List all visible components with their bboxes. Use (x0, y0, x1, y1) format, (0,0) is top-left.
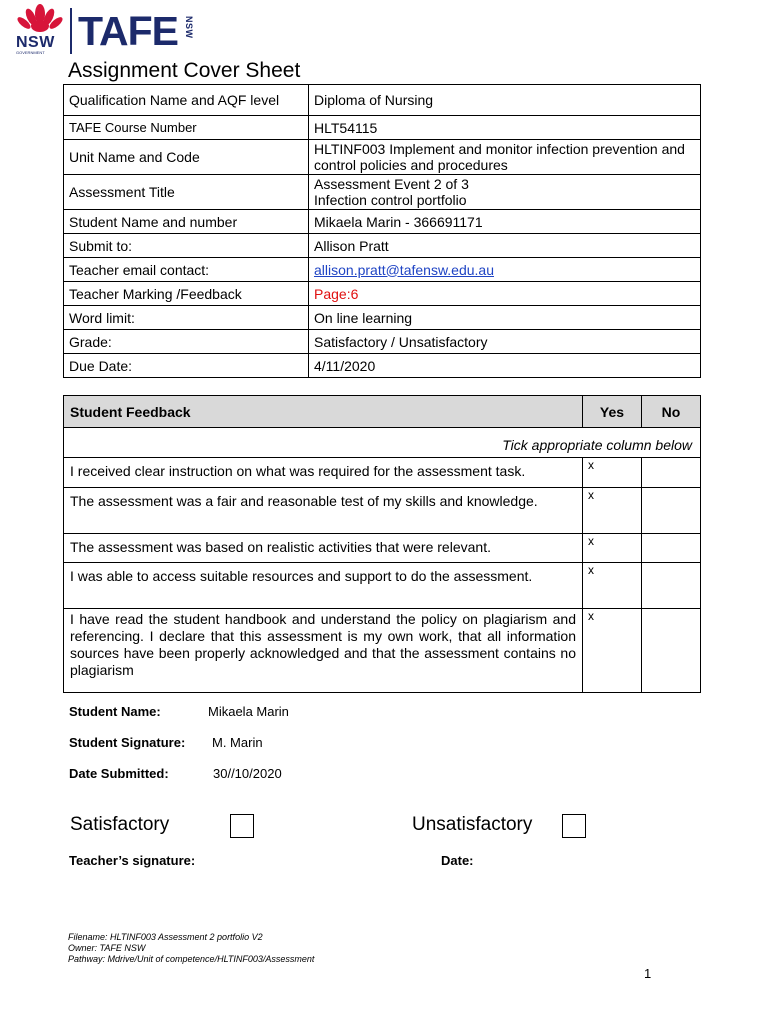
feedback-question: I was able to access suitable resources and support to do the assessment. (64, 563, 583, 609)
assessment-title-line-2: Infection control portfolio (314, 192, 467, 208)
yes-checkbox[interactable]: x (583, 458, 642, 488)
student-name-number-label: Student Name and number (64, 210, 309, 234)
unit-name-value: HLTINF003 Implement and monitor infection prevention and control policies and procedures (309, 140, 701, 175)
satisfactory-label: Satisfactory (70, 814, 170, 835)
feedback-question: The assessment was based on realistic activities that were relevant. (64, 534, 583, 563)
yes-column-header: Yes (583, 396, 642, 428)
assessment-title-value (309, 175, 701, 210)
teacher-marking-label: Teacher Marking /Feedback (64, 282, 309, 306)
word-limit-label: Word limit: (64, 306, 309, 330)
table-row (64, 140, 701, 175)
table-row (64, 488, 701, 534)
yes-checkbox[interactable]: x (583, 534, 642, 563)
assignment-info-table (63, 84, 701, 378)
tafe-nsw-vertical-text: NSW (184, 16, 194, 39)
grade-value: Satisfactory / Unsatisfactory (309, 330, 701, 354)
date-submitted-label: Date Submitted: (69, 766, 169, 781)
nsw-logo-text: NSW (16, 34, 55, 51)
table-row (64, 609, 701, 693)
yes-checkbox[interactable]: x (583, 609, 642, 693)
logo-divider (70, 8, 72, 54)
unsatisfactory-checkbox[interactable] (562, 814, 586, 838)
page-title: Assignment Cover Sheet (68, 59, 301, 82)
no-checkbox[interactable] (642, 534, 701, 563)
date-label: Date: (441, 853, 474, 868)
feedback-question: I received clear instruction on what was required for the assessment task. (64, 458, 583, 488)
teacher-signature-label: Teacher’s signature: (69, 853, 196, 868)
table-row (64, 282, 701, 306)
government-text: GOVERNMENT (16, 50, 45, 55)
table-row (64, 210, 701, 234)
table-row (64, 330, 701, 354)
date-submitted-value: 30//10/2020 (213, 766, 282, 781)
plagiarism-declaration: I have read the student handbook and understand the policy on plagiarism and referencing. I declare that this assessment is my own work, that all information sources have been properly acknowledged and that the assessment contains no plagiarism (64, 609, 583, 693)
table-row (64, 458, 701, 488)
assessment-title-label: Assessment Title (64, 175, 309, 210)
table-row (64, 175, 701, 210)
table-row (64, 563, 701, 609)
assessment-title-line-1: Assessment Event 2 of 3 (314, 176, 469, 192)
table-row (64, 234, 701, 258)
submit-to-label: Submit to: (64, 234, 309, 258)
qualification-label: Qualification Name and AQF level (64, 85, 309, 116)
footer-pathway: Pathway: Mdrive/Unit of competence/HLTINF003/Assessment (68, 954, 315, 964)
grade-label: Grade: (64, 330, 309, 354)
unit-name-label: Unit Name and Code (64, 140, 309, 175)
no-checkbox[interactable] (642, 563, 701, 609)
tafe-logo: TAFE (78, 8, 179, 54)
teacher-email-label: Teacher email contact: (64, 258, 309, 282)
table-row (64, 354, 701, 378)
student-name-value: Mikaela Marin (208, 704, 289, 719)
teacher-marking-value: Page:6 (309, 282, 701, 306)
course-number-value: HLT54115 (309, 116, 701, 140)
due-date-value: 4/11/2020 (309, 354, 701, 378)
page-number: 1 (644, 966, 652, 981)
table-row (64, 116, 701, 140)
yes-checkbox[interactable]: x (583, 563, 642, 609)
student-name-number-value: Mikaela Marin - 366691171 (309, 210, 701, 234)
feedback-header-row (64, 396, 701, 428)
due-date-label: Due Date: (64, 354, 309, 378)
qualification-value: Diploma of Nursing (309, 85, 701, 116)
no-column-header: No (642, 396, 701, 428)
student-signature-label: Student Signature: (69, 735, 186, 750)
no-checkbox[interactable] (642, 609, 701, 693)
table-row (64, 306, 701, 330)
unsatisfactory-label: Unsatisfactory (412, 814, 533, 835)
student-name-label: Student Name: (69, 704, 161, 719)
footer-owner: Owner: TAFE NSW (68, 943, 146, 953)
table-row (64, 534, 701, 563)
word-limit-value: On line learning (309, 306, 701, 330)
student-feedback-table (63, 395, 701, 693)
satisfactory-checkbox[interactable] (230, 814, 254, 838)
no-checkbox[interactable] (642, 488, 701, 534)
tick-instruction: Tick appropriate column below (64, 428, 701, 458)
teacher-email-cell (309, 258, 701, 282)
course-number-label: TAFE Course Number (64, 116, 309, 140)
footer-filename: Filename: HLTINF003 Assessment 2 portfolio V2 (68, 932, 263, 942)
tick-instruction-row (64, 428, 701, 458)
table-row (64, 85, 701, 116)
teacher-email-link[interactable]: allison.pratt@tafensw.edu.au (314, 261, 494, 278)
yes-checkbox[interactable]: x (583, 488, 642, 534)
no-checkbox[interactable] (642, 458, 701, 488)
student-signature-value: M. Marin (212, 735, 263, 750)
submit-to-value: Allison Pratt (309, 234, 701, 258)
table-row (64, 258, 701, 282)
feedback-question: The assessment was a fair and reasonable test of my skills and knowledge. (64, 488, 583, 534)
feedback-header: Student Feedback (64, 396, 583, 428)
